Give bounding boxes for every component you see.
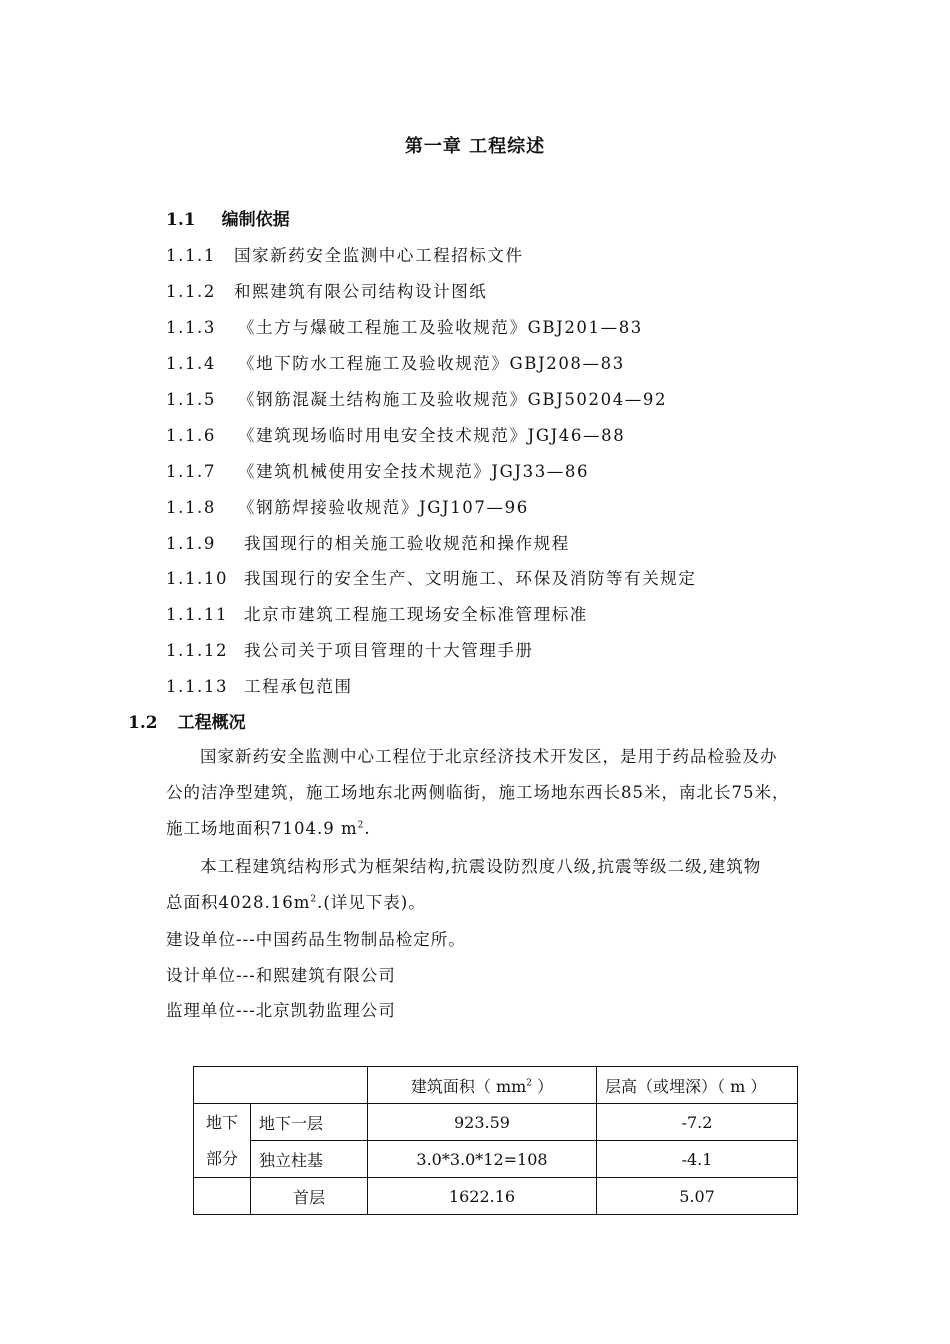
row-height: -7.2 [597,1104,798,1141]
table-header-row [194,1067,798,1104]
building-area-table [193,1066,798,1215]
section-number: 1.2 [128,713,158,733]
list-item: 1.1.9 我国现行的相关施工验收规范和操作规程 [166,534,570,553]
row-name: 独立柱基 [251,1141,368,1178]
list-item: 1.1.2 和熙建筑有限公司结构设计图纸 [166,282,488,301]
table-header-height: 层高（或埋深）（ m ） [597,1067,798,1104]
list-item: 1.1.10 我国现行的安全生产、文明施工、环保及消防等有关规定 [166,569,697,588]
group-label: 地下 部分 [194,1104,251,1178]
row-height: 5.07 [597,1178,798,1215]
chapter-title: 第一章 工程综述 [404,136,546,157]
table-header-area: 建筑面积（ $mm^2$ ） [368,1067,597,1104]
list-item: 1.1.12 我公司关于项目管理的十大管理手册 [166,641,534,660]
section-title: 工程概况 [177,713,246,733]
list-item: 1.1.11 北京市建筑工程施工现场安全标准管理标准 [166,605,588,624]
table-header-blank [194,1067,368,1104]
section-1-2-heading [128,708,246,733]
paragraph-line: 公的洁净型建筑，施工场地东北两侧临街，施工场地东西长85米，南北长75米， [166,783,790,802]
supervisor-line: 监理单位---北京凯勃监理公司 [166,1001,396,1020]
list-item: 1.1.6 《建筑现场临时用电安全技术规范》JGJ46—88 [166,426,626,445]
paragraph-line: 施工场地面积7104.9 $m^2$. [166,819,371,838]
section-1-1-heading [166,205,290,230]
builder-line: 建设单位---中国药品生物制品检定所。 [166,930,466,949]
paragraph-line: 国家新药安全监测中心工程位于北京经济技术开发区，是用于药品检验及办 [200,747,778,766]
list-item: 1.1.1 国家新药安全监测中心工程招标文件 [166,246,524,265]
table-row [194,1104,798,1141]
section-number: 1.1 [166,210,196,230]
list-item: 1.1.8 《钢筋焊接验收规范》JGJ107—96 [166,498,529,517]
row-name: 首层 [251,1178,368,1215]
list-item: 1.1.5 《钢筋混凝土结构施工及验收规范》GBJ50204—92 [166,390,668,409]
list-item: 1.1.4 《地下防水工程施工及验收规范》GBJ208—83 [166,354,625,373]
row-area: 3.0*3.0*12=108 [368,1141,597,1178]
designer-line: 设计单位---和熙建筑有限公司 [166,966,396,985]
row-height: -4.1 [597,1141,798,1178]
row-area: 1622.16 [368,1178,597,1215]
list-item: 1.1.3 《土方与爆破工程施工及验收规范》GBJ201—83 [166,318,643,337]
section-title: 编制依据 [221,210,290,230]
row-name: 地下一层 [251,1104,368,1141]
paragraph-line: 本工程建筑结构形式为框架结构,抗震设防烈度八级,抗震等级二级,建筑物 [200,857,762,876]
list-item: 1.1.13 工程承包范围 [166,677,353,696]
group-blank [194,1178,251,1215]
table-row [194,1141,798,1178]
table-row [194,1178,798,1215]
list-item: 1.1.7 《建筑机械使用安全技术规范》JGJ33—86 [166,462,590,481]
paragraph-line: 总面积$4028.16m^2$.(详见下表)。 [166,893,426,912]
row-area: 923.59 [368,1104,597,1141]
